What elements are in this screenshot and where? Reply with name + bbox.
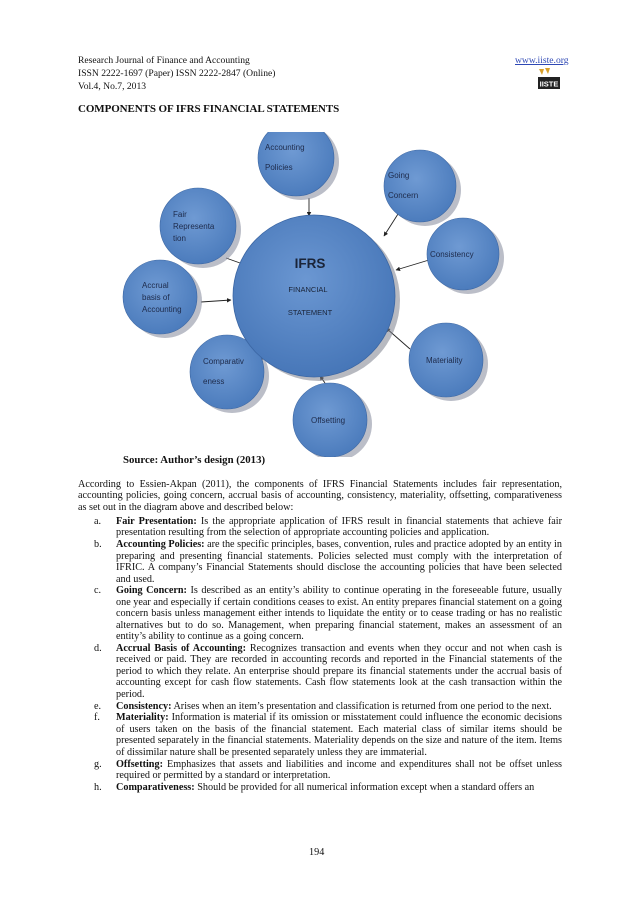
list-item (78, 782, 562, 793)
figure-caption: Source: Author’s design (2013) (123, 454, 266, 466)
node-label: Representa (173, 222, 215, 231)
ifrs-components-diagram (78, 132, 564, 457)
node-label: basis of (142, 293, 170, 302)
node-label: Offsetting (311, 416, 346, 425)
item-marker: g. (94, 758, 102, 770)
node-label: Fair (173, 210, 187, 219)
center-title: IFRS (294, 256, 326, 271)
component-node-3 (409, 323, 488, 401)
item-marker: e. (94, 700, 102, 712)
item-text: Is described as an entity’s ability to continue operating in the foreseeable future, usually one year and especially if certain conditions ceases to exist. An entity prepares financial statement on a going concern basis unless management either intends to liquidate the entity or to cease trading or has no realistic alternatives but to do so. Management, when preparing financial statement, makes an assessment of an entity’s ability to continue as a going concern. (116, 585, 562, 643)
node-label: Comparativ (203, 357, 244, 366)
node-label: tion (173, 234, 186, 243)
component-node-1 (384, 150, 461, 226)
components-list (78, 516, 562, 794)
node-label: Consistency (430, 250, 474, 259)
arrow-1 (384, 214, 398, 236)
item-term: Accrual Basis of Accounting: (116, 642, 246, 654)
component-node-4 (293, 383, 372, 457)
item-text: Arises when an item’s presentation and classification is returned from one period to the next. (171, 700, 552, 712)
component-node-6 (123, 260, 202, 338)
item-marker: h. (94, 781, 102, 793)
node-label: Accrual (142, 281, 169, 290)
volume-line: Vol.4, No.7, 2013 (78, 81, 147, 92)
item-marker: a. (94, 516, 102, 527)
list-item (78, 643, 562, 700)
item-term: Materiality: (116, 712, 169, 724)
list-item (78, 712, 562, 758)
journal-name: Research Journal of Finance and Accounting (78, 55, 250, 66)
item-marker: c. (94, 585, 102, 597)
iiste-logo (536, 67, 562, 91)
center-line-1: FINANCIAL (288, 285, 328, 294)
component-node-7 (160, 188, 241, 268)
list-item (78, 701, 562, 712)
item-text: Should be provided for all numerical information except when a standard offers an (194, 781, 535, 793)
list-item (78, 516, 562, 539)
section-heading: COMPONENTS OF IFRS FINANCIAL STATEMENTS (78, 103, 340, 115)
intro-paragraph: According to Essien-Akpan (2011), the components of IFRS Financial Statements includes fair representation, accounting policies, going concern, accrual basis of accounting, consistency, materiality, offsetting, comparativeness as set out in the diagram above and described below: (78, 479, 562, 513)
center-line-2: STATEMENT (287, 308, 333, 317)
node-label: Accounting (265, 143, 305, 152)
node-label: Going (388, 171, 410, 180)
item-text: Information is material if its omission or misstatement could influence the economic decisions of users taken on the basis of the financial statement. Each material class of similar items should be presented separately in the financial statements. Materiality depends on the size and nature of the item. Items of dissimilar nature shall be presented separately unless they are immaterial. (116, 712, 562, 758)
page-number: 194 (309, 847, 325, 858)
item-term: Going Concern: (116, 585, 187, 597)
node-label: Accounting (142, 305, 182, 314)
component-node-2 (427, 218, 504, 294)
item-term: Comparativeness: (116, 781, 195, 793)
item-text: Is the appropriate application of IFRS result in financial statements that achieve fair presentation resulting from the selection of appropriate accounting policies and application. (116, 516, 562, 539)
item-term: Offsetting: (116, 758, 163, 770)
arrow-6 (201, 300, 231, 302)
item-text: Recognizes transaction and events when they occur and not when cash is received or paid. They are recorded in accounting records and reported in the Financial statements of the period to which they relate. An enterprise should prepare its financial statements under the accrual basis of accounting except for cash flow statements. Cash flow statements look at the cash transaction within the period. (116, 642, 562, 700)
node-circle (384, 150, 456, 222)
component-node-0 (258, 132, 339, 200)
node-label: Materiality (426, 356, 463, 365)
arrow-2 (396, 260, 429, 270)
node-label: Policies (265, 163, 293, 172)
item-marker: f. (94, 712, 100, 724)
item-term: Fair Presentation: (116, 516, 197, 527)
item-marker: d. (94, 642, 102, 654)
item-marker: b. (94, 539, 102, 551)
item-term: Consistency: (116, 700, 172, 712)
list-item (78, 585, 562, 642)
list-item (78, 759, 562, 782)
issn-line: ISSN 2222-1697 (Paper) ISSN 2222-2847 (Online) (78, 68, 276, 79)
item-term: Accounting Policies: (116, 539, 205, 551)
list-item (78, 539, 562, 585)
item-text: are the specific principles, bases, convention, rules and practice adopted by an entity in preparing and presenting financial statements. Policies selected must comply with the interpretation of IFRIC. A company’s Financial Statements should disclose the accounting policies that have been selected and used. (116, 539, 562, 585)
node-label: Concern (388, 191, 419, 200)
website-link[interactable]: www.iiste.org (515, 55, 569, 66)
node-label: eness (203, 377, 225, 386)
logo-text: IISTE (539, 79, 559, 89)
item-text: Emphasizes that assets and liabilities and income and expenditures shall not be offset unless required or permitted by a standard or interpretation. (116, 758, 562, 781)
